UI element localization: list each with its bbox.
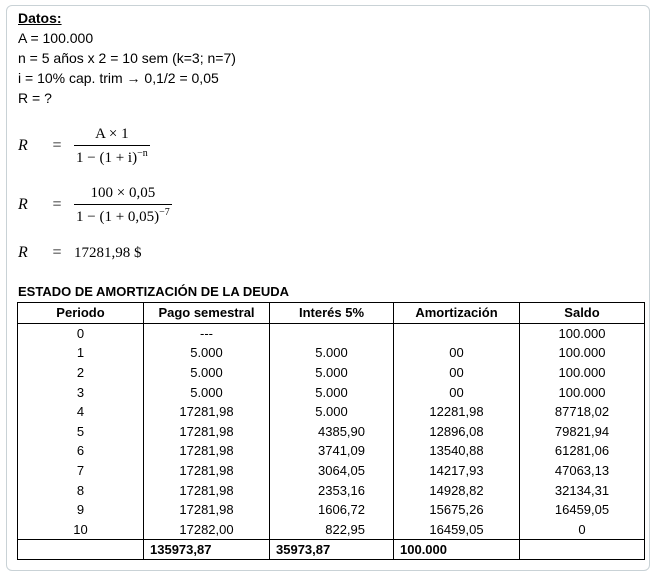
cell-pago: 5.000 (144, 363, 270, 383)
cell-pago: 5.000 (144, 382, 270, 402)
cell-pago: 17281,98 (144, 402, 270, 422)
data-line-i: i = 10% cap. trim → 0,1/2 = 0,05 (18, 70, 219, 86)
cell-periodo: 7 (18, 461, 144, 481)
formula-general (18, 124, 150, 168)
cell-pago: 17281,98 (144, 480, 270, 500)
cell-pago: 17282,00 (144, 520, 270, 540)
formula-denominator (74, 145, 150, 167)
result-lhs: R (18, 244, 28, 261)
data-line-a: A = 100.000 (18, 30, 94, 46)
formula-result (18, 231, 142, 275)
cell-periodo: 4 (18, 402, 144, 422)
table-row (18, 382, 645, 402)
cell-saldo: 87718,02 (520, 402, 645, 422)
formula-exponent: −n (137, 147, 148, 159)
table-row (18, 480, 645, 500)
cell-pago: --- (144, 323, 270, 343)
data-line-r: R = ? (18, 90, 52, 106)
cell-saldo: 79821,94 (520, 422, 645, 442)
cell-saldo: 0 (520, 520, 645, 540)
cell-saldo: 100.000 (520, 382, 645, 402)
cell-amortizacion: 14928,82 (394, 480, 520, 500)
cell-periodo: 5 (18, 422, 144, 442)
cell-amortizacion (394, 323, 520, 343)
table-row (18, 422, 645, 442)
cell-interes: 3064,05 (270, 461, 394, 481)
cell-saldo: 61281,06 (520, 441, 645, 461)
cell-interes: 5.000 (270, 402, 394, 422)
formula-lhs: R (18, 196, 28, 213)
cell-pago: 17281,98 (144, 461, 270, 481)
cell-periodo: 9 (18, 500, 144, 520)
table-row (18, 363, 645, 383)
table-row (18, 441, 645, 461)
total-periodo (18, 540, 144, 560)
table-row (18, 343, 645, 363)
cell-saldo: 100.000 (520, 343, 645, 363)
cell-periodo: 6 (18, 441, 144, 461)
cell-interes: 5.000 (270, 382, 394, 402)
table-title: ESTADO DE AMORTIZACIÓN DE LA DEUDA (18, 284, 290, 299)
cell-saldo: 16459,05 (520, 500, 645, 520)
header-pago: Pago semestral (144, 303, 270, 324)
cell-saldo: 100.000 (520, 363, 645, 383)
cell-interes: 4385,90 (270, 422, 394, 442)
cell-interes: 1606,72 (270, 500, 394, 520)
totals-row (18, 540, 645, 560)
cell-amortizacion: 14217,93 (394, 461, 520, 481)
cell-amortizacion: 13540,88 (394, 441, 520, 461)
cell-saldo: 100.000 (520, 323, 645, 343)
cell-amortizacion: 12281,98 (394, 402, 520, 422)
header-periodo: Periodo (18, 303, 144, 324)
cell-interes: 822,95 (270, 520, 394, 540)
cell-periodo: 8 (18, 480, 144, 500)
cell-saldo: 32134,31 (520, 480, 645, 500)
table-row (18, 461, 645, 481)
formula-equals: = (52, 196, 62, 213)
table-row (18, 402, 645, 422)
total-amortizacion: 100.000 (394, 540, 520, 560)
cell-amortizacion: 00 (394, 343, 520, 363)
cell-periodo: 2 (18, 363, 144, 383)
formula-fraction (74, 126, 150, 167)
formula-exponent: −7 (159, 206, 170, 218)
total-pago: 135973,87 (144, 540, 270, 560)
cell-pago: 17281,98 (144, 500, 270, 520)
cell-amortizacion: 15675,26 (394, 500, 520, 520)
formula-equals: = (52, 137, 62, 154)
cell-pago: 5.000 (144, 343, 270, 363)
cell-amortizacion: 12896,08 (394, 422, 520, 442)
header-amortizacion: Amortización (394, 303, 520, 324)
table-row (18, 520, 645, 540)
cell-interes: 5.000 (270, 363, 394, 383)
cell-interes: 5.000 (270, 343, 394, 363)
cell-amortizacion: 00 (394, 382, 520, 402)
data-title: Datos: (18, 10, 62, 26)
formula-fraction (74, 185, 172, 226)
cell-interes (270, 323, 394, 343)
cell-periodo: 10 (18, 520, 144, 540)
formula-denominator-base: 1 − (1 + 0,05) (76, 208, 160, 225)
cell-periodo: 1 (18, 343, 144, 363)
table-row (18, 323, 645, 343)
cell-amortizacion: 16459,05 (394, 520, 520, 540)
formula-lhs: R (18, 137, 28, 154)
cell-interes: 3741,09 (270, 441, 394, 461)
cell-pago: 17281,98 (144, 422, 270, 442)
header-saldo: Saldo (520, 303, 645, 324)
header-interes: Interés 5% (270, 303, 394, 324)
formula-substituted (18, 183, 172, 227)
formula-denominator (74, 204, 172, 226)
cell-interes: 2353,16 (270, 480, 394, 500)
result-equals: = (52, 244, 62, 261)
table-header-row (18, 303, 645, 324)
cell-periodo: 0 (18, 323, 144, 343)
table-row (18, 500, 645, 520)
cell-saldo: 47063,13 (520, 461, 645, 481)
total-interes: 35973,87 (270, 540, 394, 560)
amortization-table (17, 302, 645, 560)
cell-periodo: 3 (18, 382, 144, 402)
result-value: 17281,98 $ (74, 244, 142, 261)
formula-numerator: A × 1 (95, 125, 129, 142)
formula-denominator-base: 1 − (1 + i) (76, 149, 138, 166)
data-line-n: n = 5 años x 2 = 10 sem (k=3; n=7) (18, 50, 236, 66)
total-saldo (520, 540, 645, 560)
cell-pago: 17281,98 (144, 441, 270, 461)
formula-numerator: 100 × 0,05 (90, 184, 156, 201)
cell-amortizacion: 00 (394, 363, 520, 383)
